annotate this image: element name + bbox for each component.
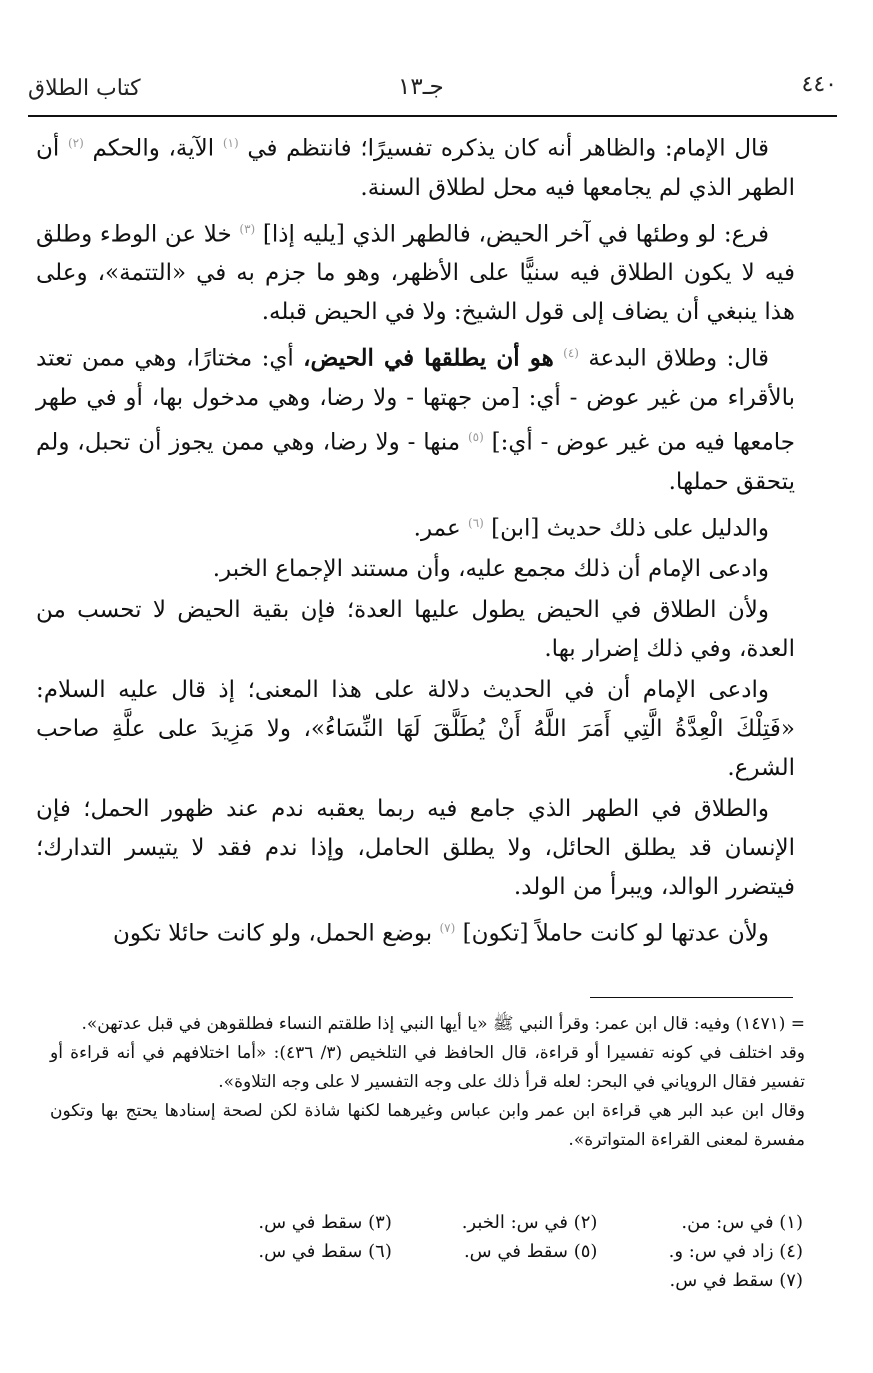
page-number: ٤٤٠ xyxy=(801,72,837,97)
footnote-divider xyxy=(590,997,793,998)
paragraph: قال: وطلاق البدعة $^{(٤)}$ هو أن يطلقها في الحيض، أي: مختارًا، وهي ممن تعتد بالأقراء من غير عوض - أي: [من جهتها - ولا رضا، وهي مدخول بها، أو في طهر جامعها فيه من غير عوض - أي:] $^{(٥)}$ منها - ولا رضا، وهي ممن يجوز أن تحبل، ولم يتحقق حملها. xyxy=(36,344,796,495)
footnote-note: (٧) سقط في س. xyxy=(669,1270,803,1291)
paragraph: وادعى الإمام أن ذلك مجمع عليه، وأن مستند الإجماع الخبر. xyxy=(212,556,769,583)
paragraph: وادعى الإمام أن في الحديث دلالة على هذا المعنى؛ إذ قال عليه السلام: «فَتِلْكَ الْعِدَّةُ الَّتِي أَمَرَ اللَّهُ أَنْ يُطَلَّقَ لَهَا النِّسَاءُ»، ولا مَزِيدَ على علَّةِ صاحب الشرع. xyxy=(36,677,795,782)
footnote-notes xyxy=(180,1208,803,1295)
paragraph: ولأن عدتها لو كانت حاملاً [تكون] $^{(٧)}$ بوضع الحمل، ولو كانت حائلا تكون xyxy=(112,920,769,947)
book-title: كتاب الطلاق xyxy=(28,76,141,101)
footnote-text: = (١٤٧١) وفيه: قال ابن عمر: وقرأ النبي ﷺ «يا أيها النبي إذا طلقتم النساء فطلقوهن في قبل عدتهن». xyxy=(81,1014,805,1034)
footnote-text: وقد اختلف في كونه تفسيرا أو قراءة، قال الحافظ في التلخيص (٣/ ٤٣٦): «أما اختلافهم في أنه قراءة أو تفسير فقال الروياني في البحر: لعله قرأ ذلك على وجه التفسير لا على وجه التلاوة». xyxy=(50,1043,805,1092)
header-divider xyxy=(28,115,837,117)
footnote-note: (٦) سقط في س. xyxy=(258,1241,392,1262)
footnote-row xyxy=(180,1237,803,1266)
footnote-note: (١) في س: من. xyxy=(681,1212,803,1233)
paragraph: ولأن الطلاق في الحيض يطول عليها العدة؛ فإن بقية الحيض لا تحسب من العدة، وفي ذلك إضرار بها. xyxy=(36,597,795,663)
footnotes xyxy=(50,1010,805,1155)
footnote-text: وقال ابن عبد البر هي قراءة ابن عمر وابن عباس وغيرهما لكنها شاذة لكن لصحة إسنادها يحتج بها وتكون مفسرة لمعنى القراءة المتواترة». xyxy=(50,1101,805,1150)
footnote-note: (٢) في س: الخبر. xyxy=(461,1212,598,1233)
paragraph: والدليل على ذلك حديث [ابن] $^{(٦)}$ عمر. xyxy=(413,515,769,542)
page-header xyxy=(28,66,837,106)
footnote-note: (٥) سقط في س. xyxy=(463,1241,598,1262)
footnote-note: (٤) زاد في س: و. xyxy=(668,1241,803,1262)
footnote-row xyxy=(180,1266,803,1295)
paragraph: قال الإمام: والظاهر أنه كان يذكره تفسيرًا؛ فانتظم في $^{(١)}$ الآية، والحكم $^{(٢)}$ أن الطهر الذي لم يجامعها فيه محل لطلاق السنة. xyxy=(36,135,795,201)
paragraph: فرع: لو وطئها في آخر الحيض، فالطهر الذي [يليه إذا] $^{(٣)}$ خلا عن الوطء وطلق فيه لا يكون الطلاق فيه سنيًّا على الأظهر، وهو ما جزم به في «التتمة»، وعلى هذا ينبغي أن يضاف إلى قول الشيخ: ولا في الحيض قبله. xyxy=(36,221,795,326)
footnote-note: (٣) سقط في س. xyxy=(258,1212,392,1233)
footnote-row xyxy=(180,1208,803,1237)
paragraph: والطلاق في الطهر الذي جامع فيه ربما يعقبه ندم عند ظهور الحمل؛ فإن الإنسان قد يطلق الحائل، ولا يطلق الحامل، وإذا ندم فقد لا يتيسر التدارك؛ فيتضرر الوالد، ويبرأ من الولد. xyxy=(36,796,795,901)
main-text xyxy=(36,124,795,956)
volume-label: جـ١٣ xyxy=(398,74,444,100)
